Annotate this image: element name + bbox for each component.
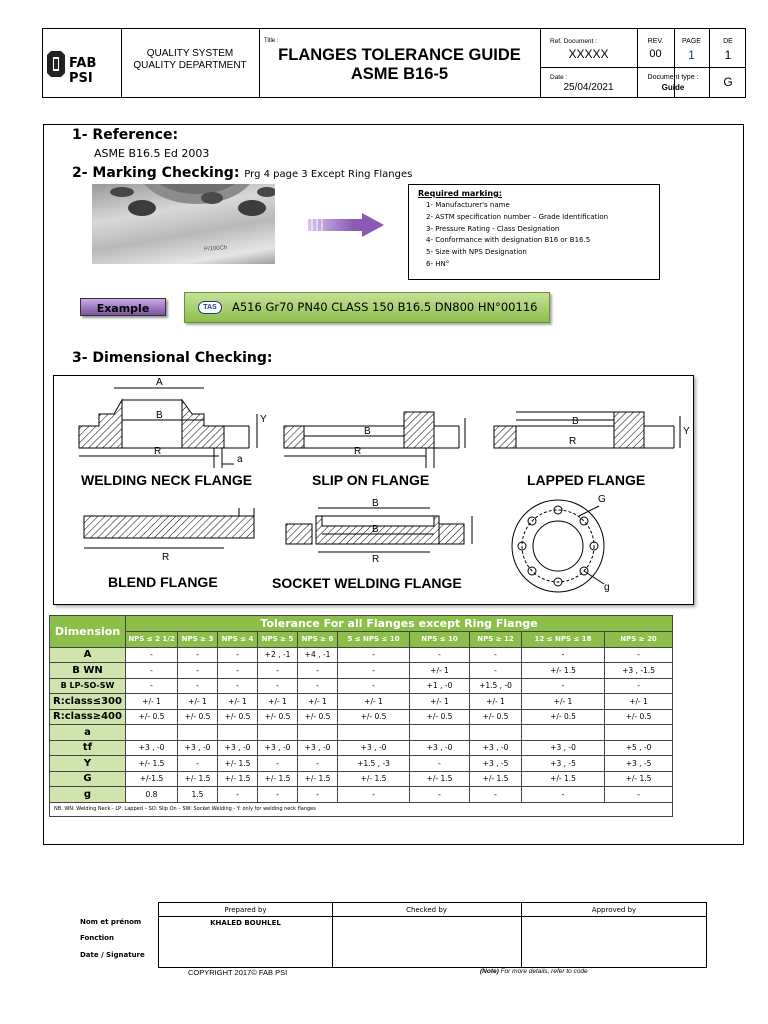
table-cell: - [605,678,673,694]
table-cell: +/- 1.5 [522,663,605,679]
table-cell: +3 , -0 [178,740,218,756]
table-cell [126,725,178,741]
table-cell: +/- 0.5 [258,709,298,725]
date-label: Date : [550,74,568,81]
footer-note-text: For more details, refer to code [500,968,588,975]
table-cell: +3 , -0 [338,740,410,756]
table-cell: +/- 1 [338,694,410,710]
column-header: NPS ≤ 4 [218,632,258,648]
prepared-name: KHALED BOUHLEL [210,919,281,927]
table-cell: - [178,647,218,663]
label-r-so: R [354,446,362,457]
document-header [42,28,746,98]
required-marking-item-1: 1- Manufacturer's name [426,201,510,209]
table-cell: +3 , -5 [522,756,605,772]
table-cell: 0.8 [126,787,178,803]
table-cell: +/- 1.5 [178,771,218,787]
column-header: NPS ≤ 10 [410,632,470,648]
table-cell: +/- 1.5 [338,771,410,787]
table-cell [298,725,338,741]
footer-note-label: (Note) [480,968,499,975]
table-cell: - [258,756,298,772]
required-marking-title: Required marking: [418,189,502,198]
table-cell: - [178,678,218,694]
caption-lapped: LAPPED FLANGE [527,472,646,488]
row-label: R:class≥400 [50,709,126,725]
table-cell: +/- 1 [410,694,470,710]
table-cell: +/- 1.5 [605,771,673,787]
required-marking-item-2: 2- ASTM specification number – Grade Identification [426,212,609,221]
table-cell: +/- 1 [522,694,605,710]
table-cell: +/- 1.5 [258,771,298,787]
label-r-blend: R [162,552,170,563]
table-cell: - [298,787,338,803]
table-cell: - [338,787,410,803]
row-label: a [50,725,126,741]
table-cell: - [410,756,470,772]
example-label: Example [96,302,150,315]
table-cell: +/- 1 [218,694,258,710]
example-badge [80,298,166,316]
label-r-sw: R [372,554,380,565]
date-signature-label: Date / Signature [80,951,145,959]
table-row [50,647,673,663]
date-value: 25/04/2021 [563,82,614,93]
table-cell: +1.5 , -3 [338,756,410,772]
dept-line-1: QUALITY SYSTEM [146,48,234,59]
label-r-lp: R [569,436,577,447]
table-cell: +/- 1 [410,663,470,679]
name-label: Nom et prénom [80,918,142,926]
prepared-by-header: Prepared by [224,906,267,914]
dept-line-2: QUALITY DEPARTMENT [133,60,247,71]
label-y-lp: Y [683,426,690,437]
caption-slip-on: SLIP ON FLANGE [312,472,430,488]
column-header: NPS ≥ 5 [258,632,298,648]
doctype-label: Document type : [647,74,699,81]
g-value: G [723,75,733,89]
arrow-icon [306,212,386,243]
table-cell: - [605,787,673,803]
label-a-lower: a [237,454,243,465]
example-marking-box [184,292,550,323]
caption-blend: BLEND FLANGE [108,574,218,590]
reference-title: 1- Reference: [72,127,179,143]
table-cell: - [258,678,298,694]
row-label: tf [50,740,126,756]
table-cell: +/- 1 [470,694,522,710]
table-cell: - [298,663,338,679]
table-cell: +/- 0.5 [338,709,410,725]
ref-label: Ref. Document : [550,38,597,45]
section-reference [72,127,178,143]
rev-label: REV. [647,38,664,45]
column-header: NPS ≤ 2 1/2 [126,632,178,648]
table-row [50,725,673,741]
table-cell: - [298,756,338,772]
tas-logo: TAS [198,301,222,314]
table-cell: +/- 1 [298,694,338,710]
table-cell: +/- 1.5 [522,771,605,787]
table-cell: +4 , -1 [298,647,338,663]
table-cell: +/- 0.5 [126,709,178,725]
caption-welding-neck: WELDING NECK FLANGE [81,472,253,488]
column-header: NPS ≥ 20 [605,632,673,648]
table-cell: +3 , -0 [258,740,298,756]
label-g-upper: G [598,494,606,505]
table-cell: +/- 0.5 [298,709,338,725]
section-dimensional [72,350,272,366]
caption-socket: SOCKET WELDING FLANGE [272,575,462,591]
table-cell: - [522,678,605,694]
table-cell: - [218,663,258,679]
table-cell: +3 , -0 [298,740,338,756]
ref-value: XXXXX [568,47,609,61]
label-b-sw-inner: B [372,524,379,535]
flange-photo [92,184,275,264]
table-title: Tolerance For all Flanges except Ring Flange [126,616,673,632]
row-label: B WN [50,663,126,679]
label-a-upper: A [156,377,163,388]
table-cell: - [178,756,218,772]
table-cell: +/- 1 [258,694,298,710]
table-cell: +/- 1.5 [298,771,338,787]
dimensional-title: 3- Dimensional Checking: [72,350,273,366]
row-label: G [50,771,126,787]
table-cell: +/- 1.5 [410,771,470,787]
table-cell: - [126,678,178,694]
checked-by-header: Checked by [406,906,447,914]
table-row [50,756,673,772]
table-cell: 1.5 [178,787,218,803]
label-b-lp: B [572,416,579,427]
table-cell: - [298,678,338,694]
column-header: NPS ≥ 3 [178,632,218,648]
required-marking-item-3: 3- Pressure Rating - Class Designation [426,224,560,233]
table-cell: +3 , -5 [470,756,522,772]
table-cell: - [410,647,470,663]
table-cell: +/- 0.5 [605,709,673,725]
table-cell: - [218,678,258,694]
signature-block [158,902,707,968]
table-cell: +3 , -0 [218,740,258,756]
function-label: Fonction [80,934,114,942]
company-logo [47,49,117,86]
dimension-header: Dimension [50,616,126,648]
label-g-lower: g [604,582,610,593]
column-header: NPS ≥ 12 [470,632,522,648]
table-cell: - [218,647,258,663]
table-cell [258,725,298,741]
table-cell [605,725,673,741]
table-cell: - [470,787,522,803]
table-cell: +/- 0.5 [522,709,605,725]
table-cell: - [605,647,673,663]
table-cell: - [410,787,470,803]
logo-text: FAB PSI [69,56,97,86]
table-row [50,771,673,787]
table-cell: - [522,647,605,663]
table-cell: - [258,663,298,679]
reference-value: ASME B16.5 Ed 2003 [94,147,210,160]
table-cell: - [338,663,410,679]
table-row [50,678,673,694]
page-value: 1 [688,48,695,62]
doctype-value: Guide [661,83,685,92]
approved-by-header: Approved by [591,906,637,914]
table-cell: +/- 1.5 [126,756,178,772]
table-cell [178,725,218,741]
table-cell: +3 , -0 [522,740,605,756]
label-y-wn: Y [260,414,267,425]
table-cell: +1 , -0 [410,678,470,694]
table-cell: +/-1.5 [126,771,178,787]
photo-marking-text: P/100Ch [203,245,228,253]
table-cell: - [258,787,298,803]
marking-note: Prg 4 page 3 Except Ring Flanges [244,169,413,180]
table-cell: +/- 0.5 [470,709,522,725]
label-b-so: B [364,426,371,437]
table-cell: +/- 1.5 [218,756,258,772]
section-marking [72,165,412,181]
table-cell [470,725,522,741]
table-cell: +/- 1 [605,694,673,710]
table-cell: +1.5 , -0 [470,678,522,694]
row-label: R:class≤300 [50,694,126,710]
table-cell: +3 , -0 [470,740,522,756]
title-label: Title : [264,38,279,44]
row-label: B LP-SO-SW [50,678,126,694]
table-cell: +/- 1 [126,694,178,710]
required-marking-item-4: 4- Conformance with designation B16 or B16.5 [426,236,591,245]
document-title: FLANGES TOLERANCE GUIDE [278,46,521,64]
table-cell: - [178,663,218,679]
table-cell [338,725,410,741]
table-cell: +3 , -1.5 [605,663,673,679]
de-value: 1 [724,48,732,62]
table-cell: - [126,663,178,679]
table-cell [522,725,605,741]
table-cell [218,725,258,741]
table-cell: - [126,647,178,663]
column-header: 5 ≤ NPS ≤ 10 [338,632,410,648]
flange-diagram [53,375,694,605]
table-cell: +2 , -1 [258,647,298,663]
required-marking-item-6: 6- HN° [426,259,450,268]
table-cell: +/- 0.5 [218,709,258,725]
table-row [50,709,673,725]
required-marking-item-5: 5- Size with NPS Designation [426,248,527,257]
table-cell: +/- 1.5 [218,771,258,787]
copyright: COPYRIGHT 2017© FAB PSI [188,968,288,977]
table-cell: +/- 1 [178,694,218,710]
label-r-wn: R [154,446,162,457]
table-cell: +3 , -5 [605,756,673,772]
table-cell [410,725,470,741]
example-marking-value: A516 Gr70 PN40 CLASS 150 B16.5 DN800 HN°00116 [232,300,538,314]
table-cell: - [218,787,258,803]
table-row [50,740,673,756]
table-cell: - [470,663,522,679]
table-cell: +/- 1.5 [470,771,522,787]
row-label: Y [50,756,126,772]
row-label: A [50,647,126,663]
label-b-wn: B [156,410,163,421]
column-header: 12 ≤ NPS ≤ 18 [522,632,605,648]
table-cell: - [470,647,522,663]
page-label: PAGE [682,38,701,45]
table-row [50,694,673,710]
document-subtitle: ASME B16-5 [350,65,449,83]
table-cell: +3 , -0 [126,740,178,756]
table-cell: - [338,647,410,663]
table-cell: - [522,787,605,803]
table-row [50,663,673,679]
row-label: g [50,787,126,803]
column-header: NPS ≥ 6 [298,632,338,648]
table-cell: - [338,678,410,694]
rev-value: 00 [649,48,662,60]
table-cell: +3 , -0 [410,740,470,756]
marking-title: 2- Marking Checking: [72,165,240,181]
table-cell: +5 , -0 [605,740,673,756]
table-row [50,787,673,803]
required-marking-box [408,184,660,280]
table-cell: +/- 0.5 [410,709,470,725]
table-cell: +/- 0.5 [178,709,218,725]
tolerance-table [49,615,673,817]
table-note: NB. WN: Welding Neck - LP: Lapped – SO: Slip On – SW: Socket Welding - Y: only for welding neck flanges [50,802,673,816]
label-b-sw: B [372,498,379,509]
de-label: DE [723,38,733,45]
